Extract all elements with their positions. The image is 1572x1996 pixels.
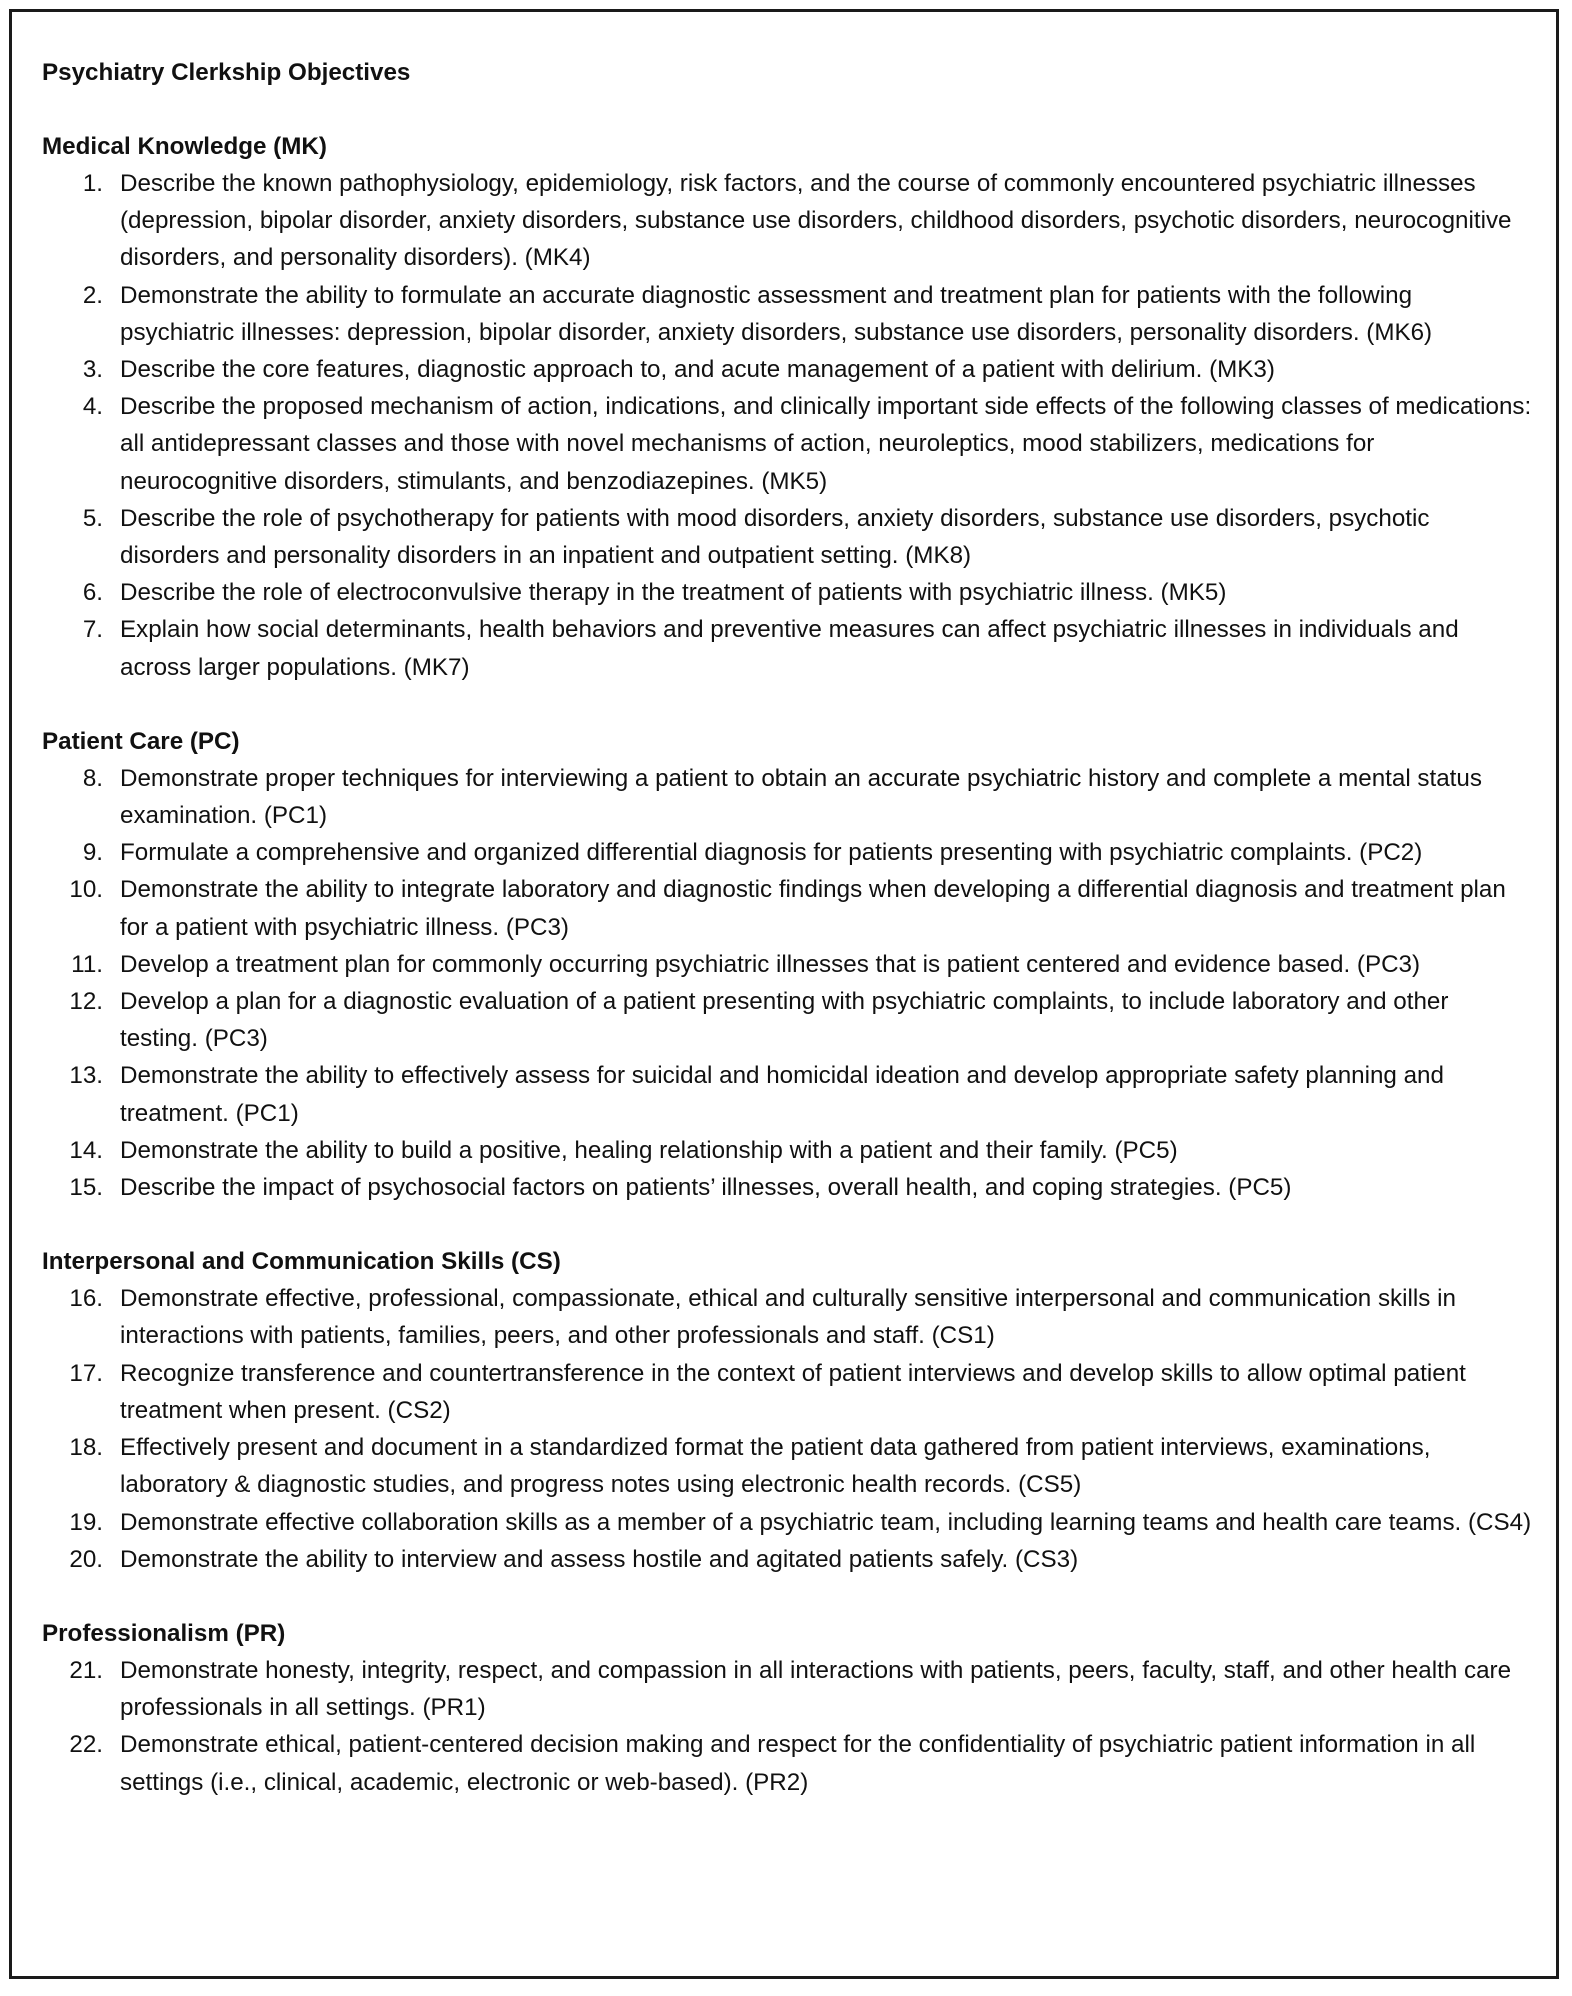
- objective-item: [42, 1280, 1542, 1354]
- objective-text: Describe the proposed mechanism of action, indications, and clinically important side effects of the following classes of medications: all antidepressant classes and those with novel mechanisms of action, neuroleptics, mood stabilizers, medications for neurocognitive disorders, stimulants, and benzodiazepines. (MK5): [120, 393, 1532, 495]
- objective-item: [42, 611, 1542, 685]
- objective-item: [42, 1541, 1542, 1578]
- document-content: [42, 54, 1542, 1801]
- objective-number: 9.: [82, 839, 103, 867]
- objective-text: Demonstrate proper techniques for interviewing a patient to obtain an accurate psychiatric history and complete a mental status examination. (PC1): [120, 764, 1482, 830]
- objective-number: 3.: [82, 356, 103, 384]
- objective-number: 15.: [69, 1174, 103, 1202]
- objective-number: 18.: [69, 1434, 103, 1462]
- objective-text: Demonstrate the ability to build a positive, healing relationship with a patient and their family. (PC5): [120, 1136, 1178, 1164]
- objective-number: 22.: [69, 1731, 103, 1759]
- objective-text: Develop a treatment plan for commonly occurring psychiatric illnesses that is patient centered and evidence based. (PC3): [120, 950, 1421, 978]
- objective-text: Demonstrate honesty, integrity, respect, and compassion in all interactions with patients, peers, faculty, staff, and other health care professionals in all settings. (PR1): [120, 1656, 1512, 1722]
- objective-number: 14.: [69, 1136, 103, 1164]
- objective-number: 19.: [69, 1508, 103, 1536]
- objective-item: [42, 834, 1542, 871]
- section-patient-care: [42, 723, 1542, 1206]
- objective-number: 17.: [69, 1359, 103, 1387]
- objective-text: Describe the known pathophysiology, epidemiology, risk factors, and the course of commonly encountered psychiatric illnesses (depression, bipolar disorder, anxiety disorders, substance use disorders, childhood disorders, psychotic disorders, neurocognitive disorders, and personality disorders). (MK4): [120, 170, 1512, 272]
- objective-item: [42, 500, 1542, 574]
- objective-text: Demonstrate effective, professional, compassionate, ethical and culturally sensitive interpersonal and communication skills in interactions with patients, families, peers, and other professionals and staff. (CS1): [120, 1285, 1456, 1350]
- objective-text: Demonstrate effective collaboration skills as a member of a psychiatric team, including learning teams and health care teams. (CS4): [120, 1508, 1532, 1536]
- objective-number: 4.: [82, 393, 103, 421]
- objective-text: Develop a plan for a diagnostic evaluation of a patient presenting with psychiatric complaints, to include laboratory and other testing. (PC3): [120, 988, 1449, 1053]
- objective-item: [42, 351, 1542, 388]
- objective-item: [42, 1355, 1542, 1429]
- objective-item: [42, 1169, 1542, 1206]
- objective-number: 12.: [69, 988, 103, 1016]
- objective-number: 7.: [82, 616, 103, 644]
- objective-text: Explain how social determinants, health behaviors and preventive measures can affect psychiatric illnesses in individuals and across larger populations. (MK7): [120, 616, 1459, 681]
- objective-item: [42, 1504, 1542, 1541]
- objective-number: 13.: [69, 1062, 103, 1090]
- objective-text: Describe the impact of psychosocial factors on patients’ illnesses, overall health, and coping strategies. (PC5): [120, 1174, 1292, 1202]
- objective-text: Describe the role of electroconvulsive therapy in the treatment of patients with psychiatric illness. (MK5): [120, 579, 1227, 607]
- objective-text: Demonstrate the ability to formulate an accurate diagnostic assessment and treatment plan for patients with the following psychiatric illnesses: depression, bipolar disorder, anxiety disorders, substance use disorders, personality disorders. (MK6): [120, 281, 1433, 346]
- objective-item: [42, 760, 1542, 834]
- objective-item: [42, 1652, 1542, 1726]
- objective-text: Demonstrate ethical, patient-centered decision making and respect for the confidentiality of psychiatric patient information in all settings (i.e., clinical, academic, electronic or web-based). (PR2): [120, 1731, 1476, 1796]
- objective-number: 6.: [82, 579, 103, 607]
- objective-number: 20.: [69, 1545, 103, 1573]
- section-heading: Professionalism (PR): [42, 1619, 286, 1647]
- objective-item: [42, 1057, 1542, 1131]
- objective-number: 2.: [82, 281, 103, 309]
- section-heading: Interpersonal and Communication Skills (CS): [42, 1248, 561, 1276]
- section-heading: Patient Care (PC): [42, 727, 240, 755]
- objective-item: [42, 165, 1542, 277]
- document-title: Psychiatry Clerkship Objectives: [42, 59, 411, 86]
- objective-text: Demonstrate the ability to effectively assess for suicidal and homicidal ideation and develop appropriate safety planning and treatment. (PC1): [120, 1062, 1444, 1127]
- objective-text: Demonstrate the ability to interview and assess hostile and agitated patients safely. (CS3): [120, 1545, 1079, 1573]
- objective-item: [42, 574, 1542, 611]
- objective-item: [42, 388, 1542, 500]
- objective-number: 11.: [71, 950, 103, 978]
- section-professionalism: [42, 1615, 1542, 1801]
- objective-number: 10.: [69, 876, 103, 904]
- objective-text: Describe the role of psychotherapy for patients with mood disorders, anxiety disorders, substance use disorders, psychotic disorders and personality disorders in an inpatient and outpatient setting. (MK8): [120, 504, 1430, 570]
- objective-number: 21.: [69, 1656, 103, 1684]
- objective-text: Formulate a comprehensive and organized differential diagnosis for patients presenting with psychiatric complaints. (PC2): [120, 839, 1423, 867]
- objective-item: [42, 1132, 1542, 1169]
- objective-text: Demonstrate the ability to integrate laboratory and diagnostic findings when developing a differential diagnosis and treatment plan for a patient with psychiatric illness. (PC3): [120, 876, 1506, 941]
- objective-number: 8.: [82, 764, 103, 792]
- objective-text: Describe the core features, diagnostic approach to, and acute management of a patient with delirium. (MK3): [120, 356, 1275, 384]
- objective-text: Effectively present and document in a standardized format the patient data gathered from patient interviews, examinations, laboratory & diagnostic studies, and progress notes using electronic health records. (CS5): [120, 1434, 1431, 1499]
- section-communication-skills: [42, 1243, 1542, 1578]
- objective-number: 1.: [82, 170, 103, 197]
- objective-item: [42, 277, 1542, 351]
- objective-item: [42, 983, 1542, 1057]
- objective-number: 5.: [82, 504, 103, 532]
- objective-item: [42, 1726, 1542, 1800]
- objective-item: [42, 871, 1542, 945]
- section-heading: Medical Knowledge (MK): [42, 133, 327, 160]
- objective-number: 16.: [69, 1285, 103, 1313]
- objective-item: [42, 1429, 1542, 1503]
- section-medical-knowledge: [42, 128, 1542, 686]
- objective-item: [42, 946, 1542, 983]
- objective-text: Recognize transference and countertransference in the context of patient interviews and develop skills to allow optimal patient treatment when present. (CS2): [120, 1359, 1466, 1424]
